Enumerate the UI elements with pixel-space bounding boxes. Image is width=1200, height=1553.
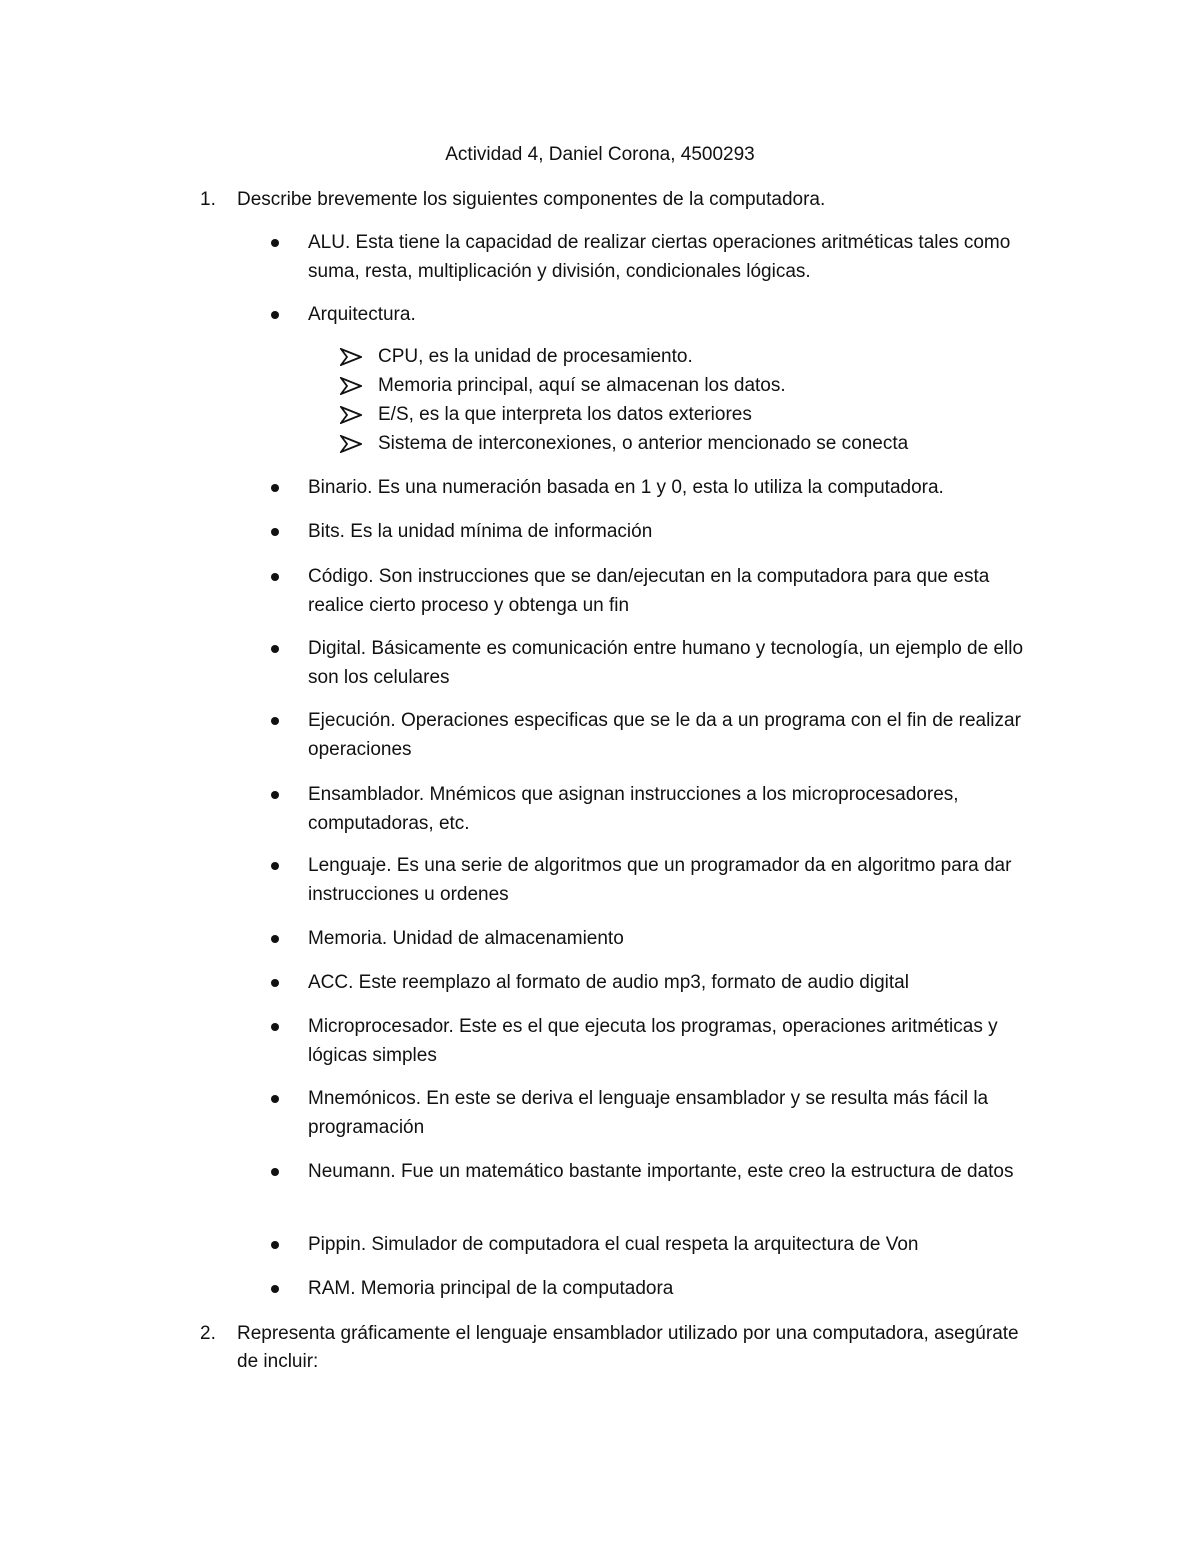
sub-item-text: Memoria principal, aquí se almacenan los datos. <box>378 375 786 396</box>
bullet-icon <box>271 1241 279 1249</box>
arrow-bullet-icon <box>340 377 362 395</box>
bullet-icon <box>271 1168 279 1176</box>
bullet-icon <box>271 239 279 247</box>
list-item-text: ALU. Esta tiene la capacidad de realizar ciertas operaciones aritméticas tales como suma, resta, multiplicación y división, condicionales lógicas. <box>308 232 1011 282</box>
list-item-text: Bits. Es la unidad mínima de información <box>308 521 653 542</box>
arrow-bullet-icon <box>340 348 362 366</box>
list-item-text: Microprocesador. Este es el que ejecuta los programas, operaciones aritméticas y lógicas simples <box>308 1016 998 1066</box>
question-text: Describe brevemente los siguientes componentes de la computadora. <box>237 189 826 210</box>
list-item-text: Pippin. Simulador de computadora el cual respeta la arquitectura de Von <box>308 1234 919 1255</box>
list-item-text: Binario. Es una numeración basada en 1 y 0, esta lo utiliza la computadora. <box>308 477 944 498</box>
bullet-icon <box>271 1023 279 1031</box>
list-item-text: Memoria. Unidad de almacenamiento <box>308 928 624 949</box>
question-number: 2. <box>200 1323 216 1344</box>
bullet-icon <box>271 528 279 536</box>
list-item-text: Ejecución. Operaciones especificas que se le da a un programa con el fin de realizar operaciones <box>308 710 1021 760</box>
question-number: 1. <box>200 189 216 210</box>
bullet-icon <box>271 791 279 799</box>
bullet-icon <box>271 1095 279 1103</box>
list-item-text: RAM. Memoria principal de la computadora <box>308 1278 674 1299</box>
bullet-icon <box>271 979 279 987</box>
arrow-bullet-icon <box>340 435 362 453</box>
bullet-icon <box>271 1285 279 1293</box>
list-item-text: Digital. Básicamente es comunicación entre humano y tecnología, un ejemplo de ello son los celulares <box>308 638 1024 688</box>
bullet-icon <box>271 645 279 653</box>
list-item-text: Ensamblador. Mnémicos que asignan instrucciones a los microprocesadores, computadoras, etc. <box>308 784 959 834</box>
document-title: Actividad 4, Daniel Corona, 4500293 <box>445 144 755 165</box>
sub-item-text: E/S, es la que interpreta los datos exteriores <box>378 404 752 425</box>
list-item-text: Mnemónicos. En este se deriva el lenguaje ensamblador y se resulta más fácil la programación <box>308 1088 989 1138</box>
bullet-icon <box>271 484 279 492</box>
bullet-icon <box>271 311 279 319</box>
list-item-text: Código. Son instrucciones que se dan/ejecutan en la computadora para que esta realice cierto proceso y obtenga un fin <box>308 566 990 616</box>
bullet-icon <box>271 573 279 581</box>
list-item-text: Lenguaje. Es una serie de algoritmos que un programador da en algoritmo para dar instrucciones u ordenes <box>308 855 1012 905</box>
bullet-icon <box>271 717 279 725</box>
bullet-icon <box>271 862 279 870</box>
sub-item-text: CPU, es la unidad de procesamiento. <box>378 346 693 367</box>
list-item-text: Arquitectura. <box>308 304 416 325</box>
question-text: Representa gráficamente el lenguaje ensamblador utilizado por una computadora, asegúrate de incluir: <box>237 1323 1019 1372</box>
list-item-text: ACC. Este reemplazo al formato de audio mp3, formato de audio digital <box>308 972 909 993</box>
bullet-icon <box>271 935 279 943</box>
arrow-bullet-icon <box>340 406 362 424</box>
list-item-text: Neumann. Fue un matemático bastante importante, este creo la estructura de datos <box>308 1161 1014 1182</box>
sub-item-text: Sistema de interconexiones, o anterior mencionado se conecta <box>378 433 909 454</box>
